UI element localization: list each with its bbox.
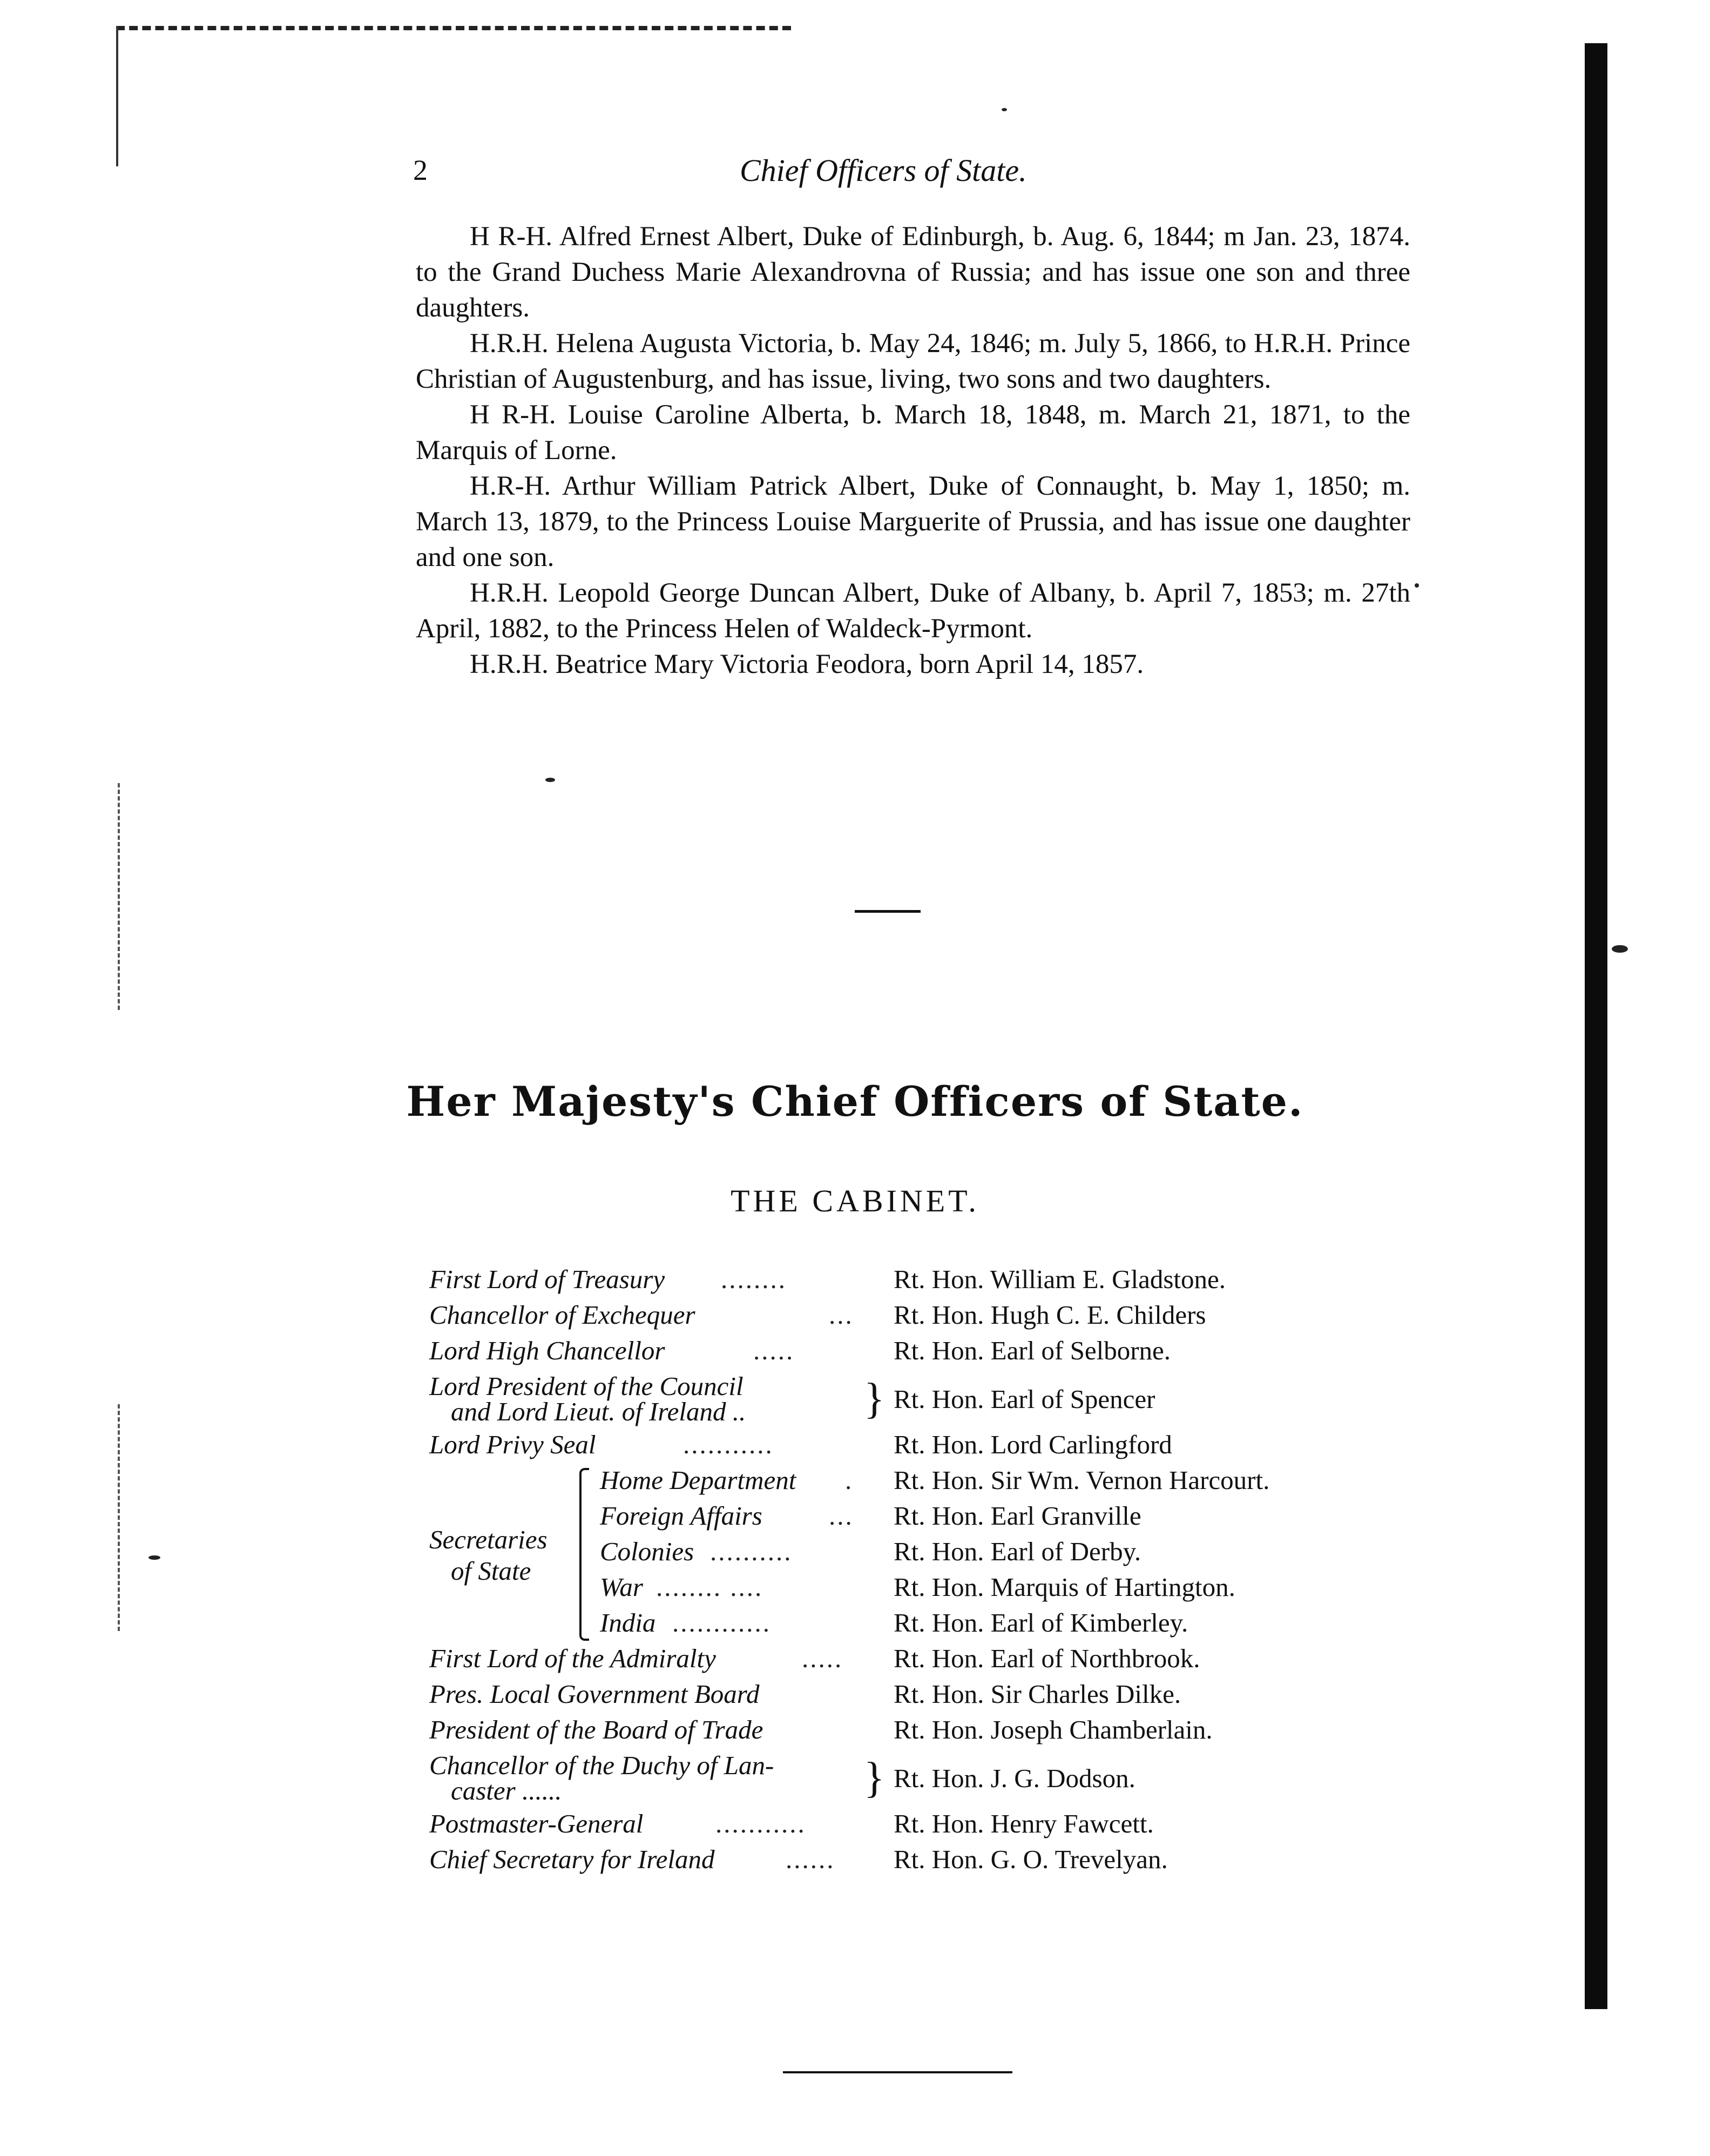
scan-speck [545, 778, 555, 782]
cabinet-row [429, 1299, 1455, 1335]
office-name: First Lord of Treasury [429, 1264, 665, 1294]
secretary-row [429, 1536, 1455, 1572]
office-name: Lord Privy Seal [429, 1430, 596, 1459]
scan-speck [1415, 583, 1419, 588]
department-name: Foreign Affairs [600, 1501, 762, 1531]
office-name: Pres. Local Government Board [429, 1679, 760, 1709]
leader-dots: ... [829, 1300, 854, 1330]
office-holder: Rt. Hon. Earl of Selborne. [894, 1336, 1171, 1365]
section-divider [855, 910, 921, 913]
running-title: Chief Officers of State. [740, 153, 1027, 188]
scan-speck [1002, 108, 1007, 111]
leader-dots: ...... [786, 1844, 835, 1874]
department-name: Colonies [600, 1537, 694, 1566]
leader-dots: ........ .... [656, 1572, 763, 1602]
secretary-row [429, 1465, 1455, 1500]
footer-rule [783, 2071, 1012, 2073]
office-holder: Rt. Hon. Earl of Northbrook. [894, 1643, 1200, 1673]
office-name-line: Chancellor of the Duchy of Lan- [429, 1750, 774, 1780]
office-holder: Rt. Hon. Earl of Spencer [894, 1384, 1155, 1414]
office-name: Postmaster-General [429, 1809, 644, 1838]
cabinet-row [429, 1643, 1455, 1679]
cabinet-row [429, 1679, 1455, 1714]
entry-paragraph: H R-H. Alfred Ernest Albert, Duke of Edinburgh, b. Aug. 6, 1844; m Jan. 23, 1874. to the Grand Duchess Marie Alexandrovna of Russia; and has issue one son and three daughters. [416, 221, 1410, 323]
cabinet-row [429, 1335, 1455, 1371]
cabinet-row [429, 1429, 1455, 1465]
leader-dots: ..... [753, 1336, 795, 1365]
department-name: War [600, 1572, 643, 1602]
office-name-continuation: and Lord Lieut. of Ireland [451, 1397, 726, 1426]
cabinet-row [429, 1714, 1455, 1750]
office-name: Chancellor of Exchequer [429, 1300, 695, 1330]
secretary-row [429, 1572, 1455, 1607]
cabinet-row [429, 1371, 1455, 1429]
leader-dots: . [845, 1465, 854, 1495]
office-holder: Rt. Hon. G. O. Trevelyan. [894, 1844, 1168, 1874]
secretaries-group [429, 1465, 1455, 1643]
cabinet-list [429, 1264, 1455, 1879]
scan-speck [1612, 945, 1628, 953]
leader-dots: ...... [515, 1776, 562, 1805]
entry-paragraph: H.R-H. Arthur William Patrick Albert, Duke of Connaught, b. May 1, 1850; m. March 13, 1879, to the Princess Louise Marguerite of Prussia, and has issue one daughter and one son. [416, 471, 1410, 572]
office-holder: Rt. Hon. Joseph Chamberlain. [894, 1715, 1213, 1744]
cabinet-row [429, 1844, 1455, 1879]
entry-paragraph: H.R.H. Beatrice Mary Victoria Feodora, born April 14, 1857. [470, 649, 1144, 679]
office-name [429, 1750, 774, 1806]
office-holder: Rt. Hon. Sir Wm. Vernon Harcourt. [894, 1465, 1270, 1495]
office-name: First Lord of the Admiralty [429, 1643, 716, 1673]
office-name: Lord High Chancellor [429, 1336, 665, 1365]
office-holder: Rt. Hon. Earl Granville [894, 1501, 1141, 1531]
scan-edge-top [116, 26, 791, 30]
right-brace: } [864, 1375, 885, 1423]
scan-binding-edge [1585, 43, 1607, 2009]
office-name-line: Lord President of the Council [429, 1371, 744, 1401]
entry-paragraph: H.R.H. Leopold George Duncan Albert, Duke of Albany, b. April 7, 1853; m. 27th April, 1882, to the Princess Helen of Waldeck-Pyrmont. [416, 578, 1410, 644]
secretaries-label-line: Secretaries [429, 1525, 548, 1554]
leader-dots: ........ [721, 1264, 787, 1294]
office-holder: Rt. Hon. Hugh C. E. Childers [894, 1300, 1206, 1330]
leader-dots: .. [726, 1397, 746, 1426]
office-holder: Rt. Hon. Earl of Derby. [894, 1537, 1141, 1566]
secretary-row [429, 1500, 1455, 1536]
office-holder: Rt. Hon. Sir Charles Dilke. [894, 1679, 1181, 1709]
leader-dots: ........... [715, 1809, 806, 1838]
section-heading: Her Majesty's Chief Officers of State. [406, 1077, 1304, 1126]
secretaries-label-line: of State [451, 1556, 531, 1586]
office-holder: Rt. Hon. William E. Gladstone. [894, 1264, 1226, 1294]
royal-children-entries [416, 219, 1410, 682]
office-name-line [429, 1396, 746, 1427]
right-brace: } [864, 1754, 885, 1802]
scan-speck [148, 1555, 160, 1560]
secretary-row [429, 1607, 1455, 1643]
office-name: President of the Board of Trade [429, 1715, 763, 1744]
scan-edge-left-mark [118, 1404, 120, 1631]
department-name: India [600, 1608, 656, 1638]
office-holder: Rt. Hon. Henry Fawcett. [894, 1809, 1154, 1838]
department-name: Home Department [600, 1465, 796, 1495]
leader-dots: ........... [683, 1430, 774, 1459]
leader-dots: .......... [710, 1537, 793, 1566]
page-number: 2 [413, 154, 428, 186]
scan-edge-left [116, 26, 118, 166]
cabinet-row [429, 1808, 1455, 1844]
cabinet-row [429, 1750, 1455, 1808]
leader-dots: ............ [672, 1608, 771, 1638]
office-name [429, 1371, 746, 1427]
office-name: Chief Secretary for Ireland [429, 1844, 715, 1874]
office-name-continuation: caster [451, 1776, 516, 1805]
scan-edge-left-mark [118, 783, 120, 1010]
leader-dots: ... [829, 1501, 854, 1531]
office-holder: Rt. Hon. Marquis of Hartington. [894, 1572, 1235, 1602]
office-holder: Rt. Hon. J. G. Dodson. [894, 1763, 1136, 1793]
cabinet-row [429, 1264, 1455, 1299]
cabinet-title: THE CABINET. [731, 1183, 979, 1218]
office-holder: Rt. Hon. Earl of Kimberley. [894, 1608, 1188, 1638]
entry-paragraph: H.R.H. Helena Augusta Victoria, b. May 24, 1846; m. July 5, 1866, to H.R.H. Prince Christian of Augustenburg, and has issue, living, two sons and two daughters. [416, 328, 1410, 394]
office-holder: Rt. Hon. Lord Carlingford [894, 1430, 1172, 1459]
entry-paragraph: H R-H. Louise Caroline Alberta, b. March 18, 1848, m. March 21, 1871, to the Marquis of Lorne. [416, 400, 1410, 466]
leader-dots: ..... [802, 1643, 843, 1673]
